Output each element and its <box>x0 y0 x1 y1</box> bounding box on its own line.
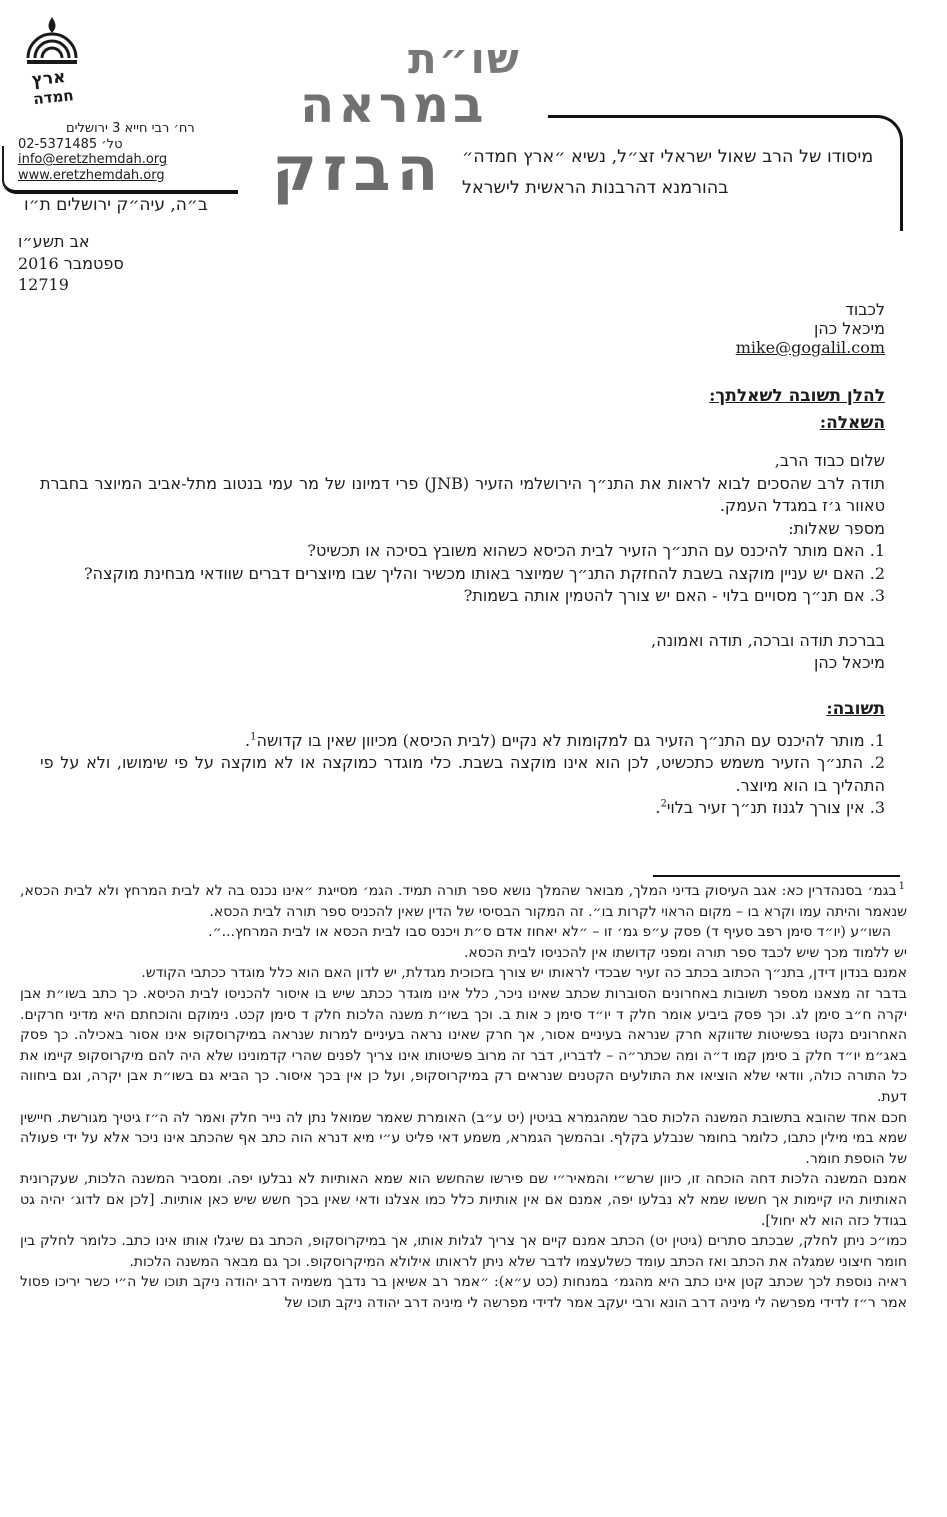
blessing-line: ב״ה, עיה״ק ירושלים ת״ו <box>24 195 208 215</box>
title-word-bemareh: במראה <box>300 75 488 134</box>
eretz-hemdah-logo <box>22 16 82 120</box>
answer-item-tail: . <box>245 730 251 750</box>
svg-text:ארץ: ארץ <box>30 67 67 91</box>
footnote-separator <box>653 875 900 877</box>
closing-block <box>40 630 885 675</box>
subtitle-line-1: מיסודו של הרב שאול ישראלי זצ״ל, נשיא ״ארץ חמדה״ <box>462 147 874 167</box>
footnote-paragraph: יש ללמוד מכך שיש לכבד ספר תורה ומפני קדושתו אין להכניסו לבית הכסא. <box>463 944 907 961</box>
contact-bracket-rule <box>2 146 238 194</box>
footnote-paragraph: בדבר זה מצאנו מספר תשובות באחרונים הסוברות שכתב שאינו ניכר, כלל אינו מוגדר ככתב שיש בו איסור להכניסו לבית הכיסא. כך כתב בשו״ת אבן יקרה ח״ב סימן לג. וכך פסק ביביע אומר חלק ד יו״ד סימן כ אות ב. וכך בשו״ת משנה הלכות חלק ד סימן קכט. נימוקם והוכחתם היא מדיני חרקים. האחרונים נקטו בפשיטות שדווקא חרק שנראה בעיניים אסור, אך חרק שאינו נראה בעיניים למרות שנראה במיקרוסקופ אינו אסור באכילה. כך פסק באג״מ יו״ד חלק ב סימן קמו ד״ה ומה שכתר״ה – לדבריו, דבר זה מרוב פשיטותו אינו צריך לפנים שהרי קדמונינו שלא היה להם מיקרוסקופ קיימו את כל התורה כולה, וודאי שלא הוציאו את התולעים הקטנים שנראים רק במיקרוסקופ, ועל כן אין בכך איסור. כך הביא גם בשו״ת אבן יקרה, וגם ביחווה דעת. <box>20 985 907 1105</box>
answer-item <box>40 730 885 753</box>
svg-text:חמדה: חמדה <box>32 86 75 109</box>
answer-item-text: אין צורך לגנוז תנ״ך זעיר בלוי <box>666 798 870 817</box>
answer-item-number: 1. <box>869 730 885 750</box>
reference-number: 12719 <box>18 275 69 294</box>
title-word-shut: שו״ת <box>408 34 521 83</box>
title-word-habazak: הבזק <box>272 134 445 205</box>
footnote-paragraph: אמנם בנדון דידן, בתנ״ך הכתוב בכתב כה זעיר שבכדי לראותו יש צורך בזכוכית מגדלת, יש לדון האם הוא כלל מוגדר ככתבי הקודש. <box>141 965 907 982</box>
question-item: 3. אם תנ״ך מסויים בלוי - האם יש צורך להטמין אותה בשמות? <box>463 586 885 605</box>
answer-block <box>40 730 885 820</box>
recipient-name: מיכאל כהן <box>813 319 885 338</box>
recipient-block <box>40 300 885 357</box>
footnote-paragraph: חכם אחד שהובא בתשובת המשנה הלכות סבר שמהגמרא בגיטין (יט ע״ב) האומרת שאמר שמואל נתן לה נייר חלק ואמר לה ה״ז גיטיך מגורשת. חיישין שמא במי מילין כתבו, כלומר בחומר שנבלע בקלף. ובהמשך הגמרא, משמע דאי פליט ע״י מיא דנרא הוה כתב אף שהכתב אינו ניכר אלא על ידי פעולה של הוספת חומר. <box>20 1109 907 1167</box>
footnote-ref-1: 1 <box>250 731 257 743</box>
recipient-email-link[interactable]: mike@gogalil.com <box>735 338 885 357</box>
answer-item-tail: . <box>655 798 661 817</box>
footnote-paragraph: אמנם המשנה הלכות דחה הוכחה זו, כיוון שרש״י והמאיר״י שם פירשו שהחשש הוא שמא האותיות לא נבלעו יפה. ומסביר המשנה הלכות, שעקרונית האותיות היו קיימות אך חששו שמא לא נבלעו יפה, אמנם אם אין אותיות כלל כמו אצלנו ודאי שאין בכך חשש שיש כאן אותיות. [לכן אם לדוג׳ יהיה גט בגודל כזה הוא לא יחול]. <box>20 1171 907 1229</box>
footnote-paragraph <box>20 881 907 922</box>
answer-item <box>40 797 885 820</box>
question-block <box>40 450 885 608</box>
letter-body <box>40 294 885 820</box>
hebrew-date: אב תשע״ו <box>18 232 90 251</box>
footnote-paragraph: כמו״כ ניתן לחלק, שבכתב סתרים (גיטין יט) הכתב אמנם קיים אך צריך לגלות אותו, אך במיקרוסקופ, הכתב גם שיגלו אותו אינו כתב. כלומר לחלק בין חומר חיצוני שמגלה את הכתב ואז הכתב עומד כשלעצמו לדבר שלא ניתן לראותו אילולא המיקרוסקופ. וכך גם מבאר המשנה הלכות. <box>20 1233 907 1270</box>
answer-item-text: מותר להיכנס עם התנ״ך הזעיר גם למקומות לא נקיים (לבית הכיסא) מכיוון שאין בו קדושה <box>256 730 870 750</box>
question-signature: מיכאל כהן <box>813 653 885 672</box>
answer-item <box>40 752 885 797</box>
question-list-intro: מספר שאלות: <box>788 518 885 538</box>
answer-item-number: 3. <box>869 798 885 817</box>
contact-website-link[interactable]: www.eretzhemdah.org <box>18 167 165 183</box>
masthead-subtitle <box>462 142 902 204</box>
question-item: 1. האם מותר להיכנס עם התנ״ך הזעיר לבית הכיסא כשהוא משובץ בסיכה או תכשיט? <box>307 541 885 560</box>
question-greeting: שלום כבוד הרב, <box>774 451 885 470</box>
contact-phone: טל׳ 02-5371485 <box>18 136 123 152</box>
contact-email-link[interactable]: info@eretzhemdah.org <box>18 152 168 167</box>
question-body-text: תודה לרב שהסכים לבוא לראות את התנ״ך הירושלמי הזעיר (JNB) פרי דמיונו של מר עמי בנטוב מתל-אביב המיוצר בחברת טאוור ג׳ז במגדל העמק. <box>40 473 885 515</box>
footnotes-block <box>20 881 907 1313</box>
contact-address: רח׳ רבי חייא 3 ירושלים <box>66 121 195 136</box>
question-heading: השאלה: <box>819 413 885 433</box>
question-item: 2. האם יש עניין מוקצה בשבת להחזקת התנ״ך שמיוצר באותו מכשיר והליך שבו מיוצרים דברים שוודאי מבחינת מוקצה? <box>83 563 885 583</box>
footnote-text: בגמ׳ בסנהדרין כא: אגב העיסוק בדיני המלך, מבואר שהמלך נושא ספר תורה תמיד. הגמ׳ מסייגת ״אינו נכנס בה לא לבית המרחץ ולא לבית הכסא, שנאמר והיתה עמו וקרא בו – מקום הראוי לקרות בו״. זה המקור הבסיסי של הדין שאין להכניס ספר תורה לבית הכסא. <box>20 883 907 920</box>
footnote-ref-2: 2 <box>660 798 667 810</box>
recipient-salutation: לכבוד <box>845 300 885 319</box>
answer-heading: תשובה: <box>826 698 885 719</box>
gregorian-date: ספטמבר 2016 <box>18 253 124 273</box>
footnote-marker: 1 <box>898 881 905 893</box>
intro-heading: להלן תשובה לשאלתך: <box>709 386 885 406</box>
answer-item-text: התנ״ך הזעיר משמש כתכשיט, לכן הוא אינו מוקצה בשבת. כלי מוגדר כמוקצה או לא מוקצה על פי שימושו, ולא על פי התהליך בו הוא מיוצר. <box>40 753 885 795</box>
date-block <box>18 231 128 296</box>
subtitle-line-2: בהורמנא דהרבנות הראשית לישראל <box>462 178 729 198</box>
footnote-paragraph: ראיה נוספת לכך שכתב קטן אינו כתב היא מהגמ׳ במנחות (כט ע״א): ״אמר רב אשיאן בר נדבך משמיה דרב יהודה ניקב תוכו של ה״י כשר יריכו פסול אמר ר״ז לדידי מפרשה לי מיניה דרב הונא ורבי יעקב אמר לדידי מפרשה לי מיניה דרב יהודה ניקב תוכו של <box>20 1274 907 1311</box>
footnote-paragraph: השו״ע (יו״ד סימן רפב סעיף ד) פסק ע״פ גמ׳ זו – ״לא יאחוז אדם ס״ת ויכנס סבו לבית הכסא או לבית המרחץ...״. <box>208 924 891 941</box>
question-closing: בברכת תודה וברכה, תודה ואמונה, <box>651 630 885 650</box>
answer-item-number: 2. <box>869 753 886 772</box>
